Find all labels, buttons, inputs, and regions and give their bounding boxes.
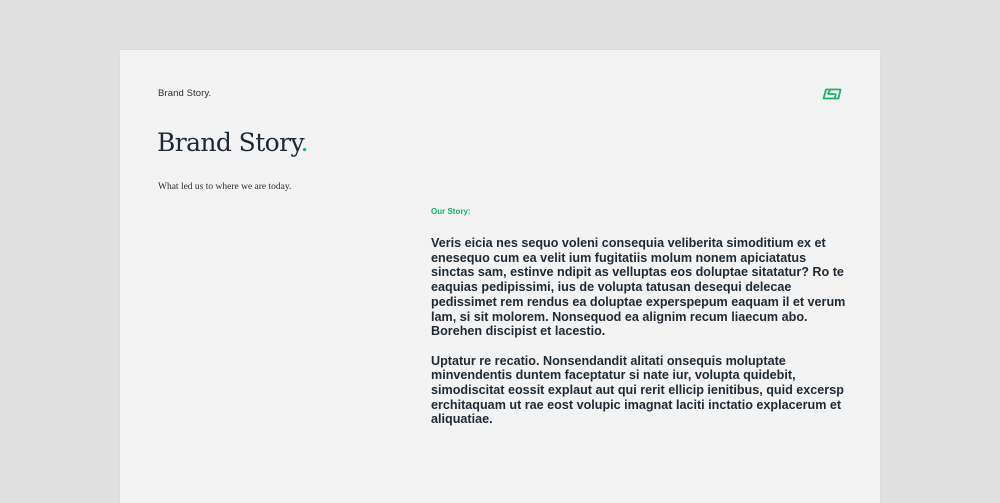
brand-logo-icon: [822, 88, 842, 100]
story-body: [431, 236, 851, 442]
title-accent-dot: .: [300, 128, 309, 157]
document-page: [120, 50, 880, 503]
page-subtitle: What led us to where we are today.: [158, 182, 292, 192]
page-title: [157, 128, 308, 158]
story-paragraph: Veris eicia nes sequo voleni consequia veliberita simoditium ex et enesequo cum ea velit ium fugitatiis molum nonem apiciatatus sinctas sam, estinve ndipit as velluptas eos doluptae sitatatur? Ro te eaquias pedipissimi, ius de volupta tatusan desequi delecae pedissimet rem rendus ea doluptae experspерum eaquam il et verum lam, si sit molorem. Nonsequod ea alignim recum liaecum abo. Borehen discipist et lacestio.: [431, 236, 846, 339]
page-title-text: Brand Story: [157, 128, 301, 157]
running-header: Brand Story.: [158, 88, 212, 99]
section-label: Our Story:: [431, 207, 471, 216]
story-paragraph: Uptatur re recatio. Nonsendandit alitati onsequis moluptate minvendentis duntem faceptatur si nate iur, volupta quidebit, simodiscitat eossit explaut aut qui rerit ellicip ienitibus, quid excersp erchitaquam ut rae eost volupic imagnat laciti inctatio explacerum et aliquatiae.: [431, 353, 844, 427]
